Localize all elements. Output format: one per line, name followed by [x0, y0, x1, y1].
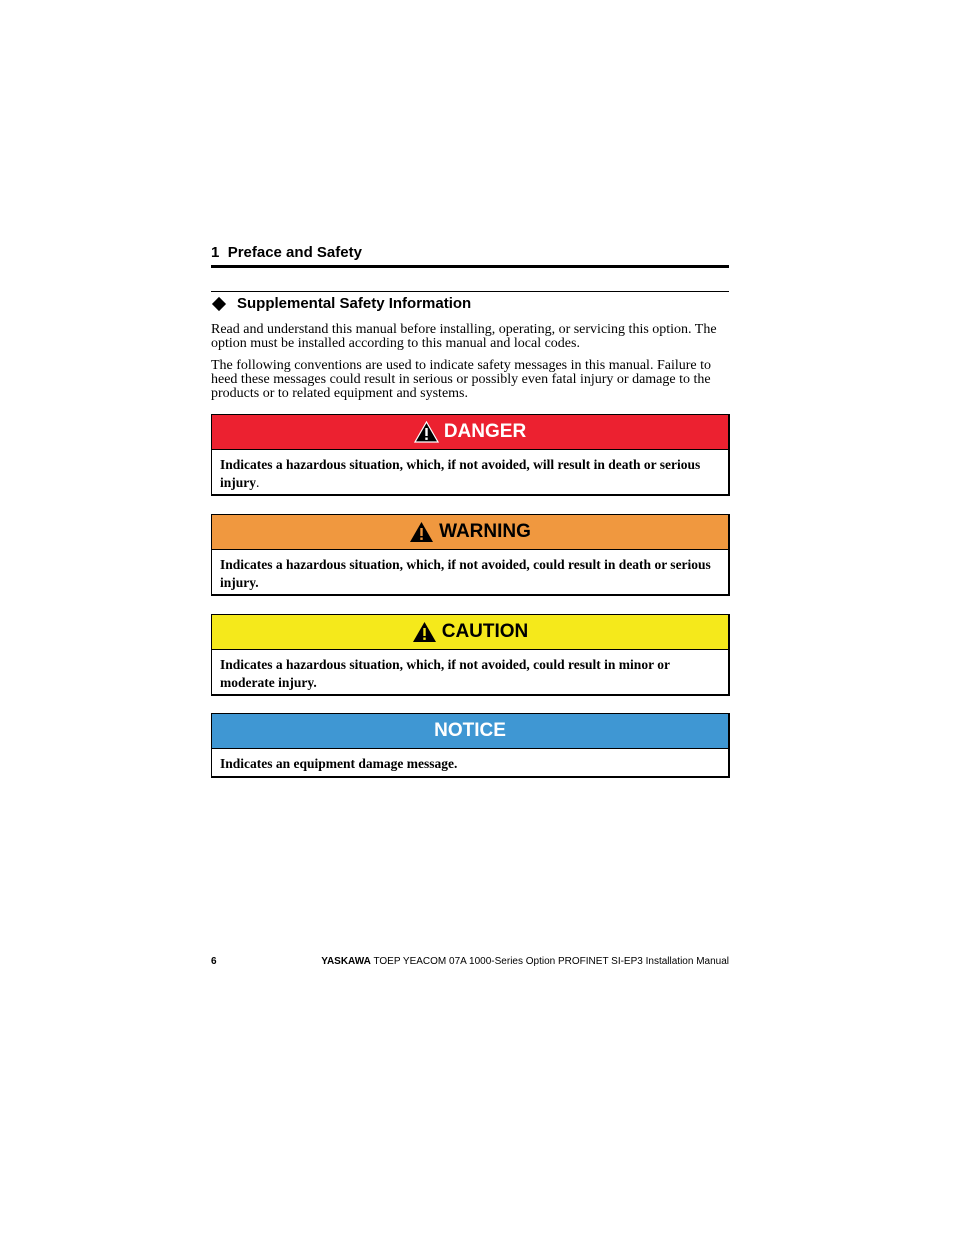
footer-brand: YASKAWA — [321, 956, 371, 967]
chapter-rule — [211, 265, 729, 268]
chapter-header — [211, 244, 729, 261]
warning-text: Indicates a hazardous situation, which, if not avoided, could result in death or serious injury. — [220, 557, 711, 590]
danger-text — [212, 450, 728, 497]
page-footer — [211, 956, 729, 967]
section-rule — [211, 291, 729, 292]
danger-label: DANGER — [443, 421, 527, 442]
caution-label: CAUTION — [441, 621, 529, 642]
warning-triangle-icon — [412, 621, 437, 643]
caution-text: Indicates a hazardous situation, which, if not avoided, could result in minor or moderate injury. — [220, 657, 670, 690]
notice-text: Indicates an equipment damage message. — [220, 756, 458, 771]
intro-paragraph: Read and understand this manual before installing, operating, or servicing this option. The option must be installed according to this manual and local codes. — [211, 322, 717, 351]
warning-header — [212, 515, 728, 550]
warning-label: WARNING — [439, 521, 531, 542]
danger-header — [212, 415, 728, 450]
caution-header — [212, 615, 728, 650]
danger-box — [211, 414, 730, 496]
footer-manual-title: TOEP YEACOM 07A 1000-Series Option PROFINET SI-EP3 Installation Manual — [373, 956, 729, 967]
section-title: Supplemental Safety Information — [237, 295, 472, 312]
chapter-title: Preface and Safety — [227, 244, 362, 261]
notice-box — [211, 713, 730, 778]
warning-box — [211, 514, 730, 596]
danger-text-bold: Indicates a hazardous situation, which, if not avoided, will result in death or serious injury — [220, 457, 701, 490]
warning-triangle-icon — [414, 421, 439, 443]
caution-box — [211, 614, 730, 696]
danger-text-tail: . — [256, 474, 260, 490]
section-heading — [211, 295, 729, 312]
notice-header — [212, 714, 728, 749]
conventions-paragraph: The following conventions are used to indicate safety messages in this manual. Failure to heed these messages could result in serious or possibly even fatal injury or damage to the products or to related equipment and systems. — [211, 358, 711, 401]
notice-label: NOTICE — [434, 720, 506, 741]
warning-triangle-icon — [409, 521, 434, 543]
chapter-number: 1 — [211, 244, 220, 261]
diamond-bullet-icon — [212, 296, 226, 310]
page-number: 6 — [211, 956, 217, 967]
footer-title — [321, 956, 729, 967]
